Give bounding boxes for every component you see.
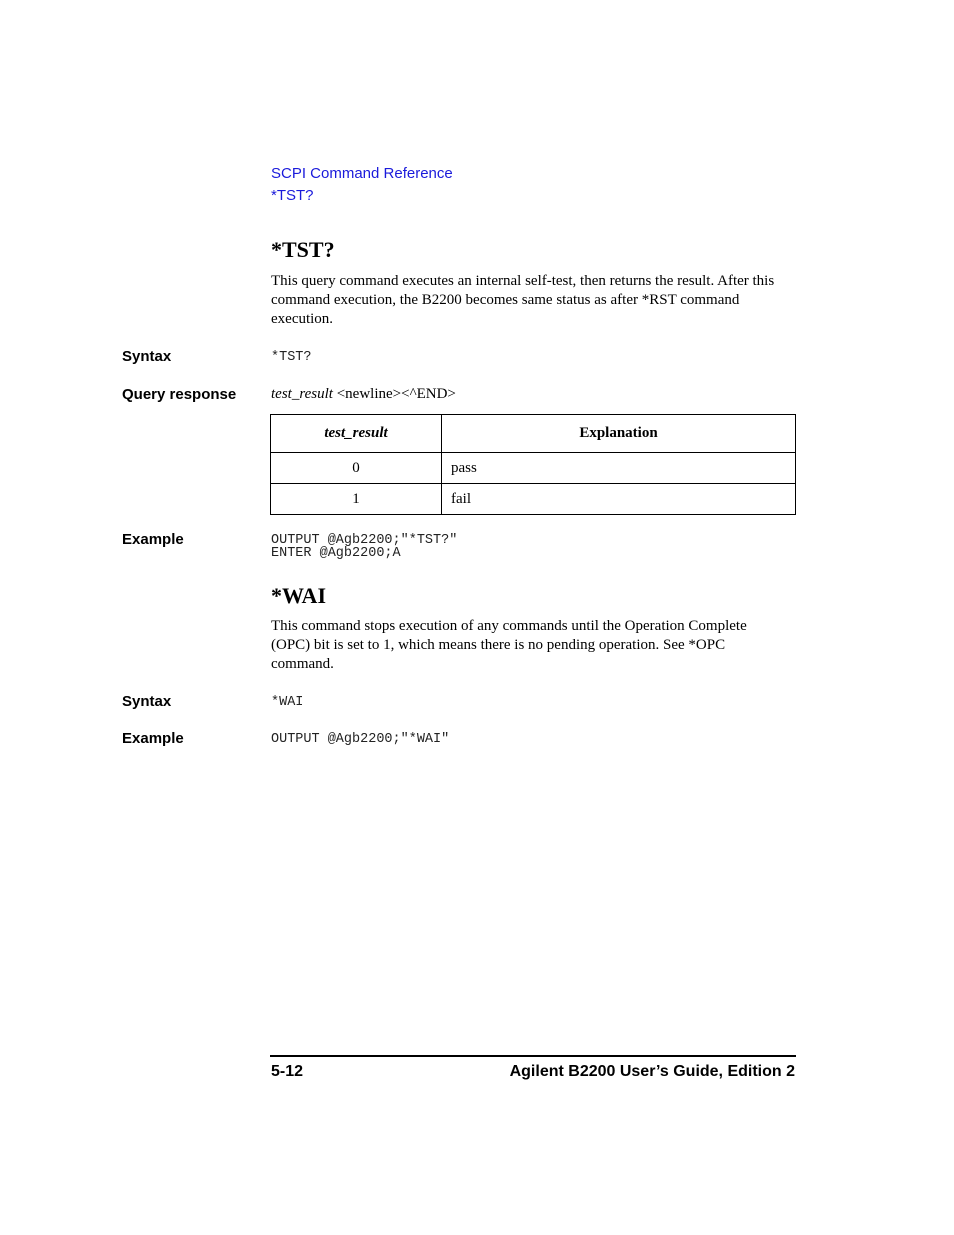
tst-heading: *TST? [271, 237, 335, 262]
breadcrumb-section-link[interactable]: SCPI Command Reference [271, 165, 453, 182]
table-cell-explanation: pass [442, 453, 796, 484]
tst-description: This query command executes an internal self-test, then returns the result. After this command execution, the B2200 becomes same status as after *RST command execution. [271, 273, 775, 327]
wai-example-label: Example [122, 730, 184, 747]
breadcrumb-section[interactable] [271, 165, 453, 182]
wai-example-code: OUTPUT @Agb2200;"*WAI" [271, 732, 450, 747]
table-header-explanation: Explanation [442, 415, 796, 453]
tst-example-label: Example [122, 531, 184, 548]
wai-syntax-code: *WAI [271, 695, 304, 710]
table-cell-value: 1 [271, 484, 442, 515]
wai-description: This command stops execution of any commands until the Operation Complete (OPC) bit is set to 1, which means there is no pending operation. See *OPC command. [271, 618, 747, 672]
breadcrumb-command-link[interactable]: *TST? [271, 187, 314, 204]
table-cell-explanation: fail [442, 484, 796, 515]
breadcrumb-command[interactable] [271, 187, 314, 204]
page-number: 5-12 [271, 1063, 304, 1080]
table-cell-value: 0 [271, 453, 442, 484]
tst-query-param: test_result [271, 386, 333, 402]
tst-example-line-2: ENTER @Agb2200;A [271, 546, 401, 561]
wai-syntax-label: Syntax [122, 693, 172, 710]
tst-syntax-label: Syntax [122, 348, 172, 365]
table-header-row [271, 415, 796, 453]
tst-query-rest: <newline><^END> [332, 386, 456, 402]
table-header-test-result [271, 415, 442, 453]
tst-query-label: Query response [122, 386, 237, 403]
test-result-table [270, 414, 796, 515]
tst-example-line-1: OUTPUT @Agb2200;"*TST?" [271, 533, 458, 548]
table-header-test-result-text: test_result [324, 425, 388, 441]
guide-title: Agilent B2200 User’s Guide, Edition 2 [509, 1063, 795, 1080]
tst-syntax-code: *TST? [271, 350, 312, 365]
wai-heading: *WAI [271, 583, 327, 608]
table-row [271, 484, 796, 515]
footer-divider [270, 1055, 796, 1057]
table-row [271, 453, 796, 484]
tst-query-response [271, 386, 456, 403]
